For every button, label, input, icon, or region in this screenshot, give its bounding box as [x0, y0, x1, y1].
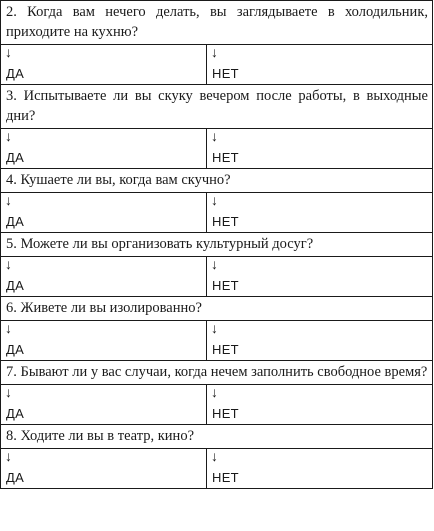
- answer-yes-label: ДА: [6, 278, 25, 293]
- answer-row: [1, 45, 433, 85]
- answer-no-cell[interactable]: [207, 129, 433, 169]
- questionnaire-body: [1, 1, 433, 489]
- answer-no-label: НЕТ: [212, 470, 239, 485]
- answer-row: [1, 129, 433, 169]
- question-text: 8. Ходите ли вы в театр, кино?: [1, 425, 433, 449]
- answer-no-cell[interactable]: [207, 385, 433, 425]
- answer-yes-label: ДА: [6, 150, 25, 165]
- down-arrow-icon: ↓: [211, 130, 218, 145]
- answer-yes-cell[interactable]: [1, 45, 207, 85]
- answer-no-label: НЕТ: [212, 342, 239, 357]
- question-text: 6. Живете ли вы изолированно?: [1, 297, 433, 321]
- down-arrow-icon: ↓: [211, 450, 218, 465]
- answer-no-cell[interactable]: [207, 257, 433, 297]
- answer-row: [1, 321, 433, 361]
- answer-row: [1, 257, 433, 297]
- question-row: [1, 1, 433, 45]
- answer-yes-cell[interactable]: [1, 193, 207, 233]
- question-row: [1, 425, 433, 449]
- answer-no-label: НЕТ: [212, 278, 239, 293]
- answer-yes-cell[interactable]: [1, 449, 207, 489]
- answer-no-label: НЕТ: [212, 214, 239, 229]
- question-row: [1, 361, 433, 385]
- down-arrow-icon: ↓: [5, 130, 12, 145]
- answer-yes-cell[interactable]: [1, 129, 207, 169]
- answer-row: [1, 385, 433, 425]
- answer-yes-cell[interactable]: [1, 257, 207, 297]
- question-text: 3. Испытываете ли вы скуку вечером после работы, в выходные дни?: [1, 85, 433, 129]
- answer-no-label: НЕТ: [212, 406, 239, 421]
- down-arrow-icon: ↓: [211, 46, 218, 61]
- answer-row: [1, 193, 433, 233]
- question-text: 2. Когда вам нечего делать, вы заглядываете в холодильник, приходите на кухню?: [1, 1, 433, 45]
- question-text: 4. Кушаете ли вы, когда вам скучно?: [1, 169, 433, 193]
- question-row: [1, 233, 433, 257]
- down-arrow-icon: ↓: [5, 194, 12, 209]
- answer-yes-cell[interactable]: [1, 321, 207, 361]
- answer-yes-cell[interactable]: [1, 385, 207, 425]
- answer-no-cell[interactable]: [207, 321, 433, 361]
- answer-yes-label: ДА: [6, 406, 25, 421]
- answer-row: [1, 449, 433, 489]
- question-row: [1, 297, 433, 321]
- answer-yes-label: ДА: [6, 470, 25, 485]
- down-arrow-icon: ↓: [5, 46, 12, 61]
- down-arrow-icon: ↓: [211, 322, 218, 337]
- question-text: 7. Бывают ли у вас случаи, когда нечем заполнить свободное время?: [1, 361, 433, 385]
- answer-yes-label: ДА: [6, 214, 25, 229]
- answer-no-label: НЕТ: [212, 150, 239, 165]
- answer-yes-label: ДА: [6, 342, 25, 357]
- answer-no-cell[interactable]: [207, 45, 433, 85]
- answer-no-label: НЕТ: [212, 66, 239, 81]
- question-row: [1, 169, 433, 193]
- question-row: [1, 85, 433, 129]
- answer-yes-label: ДА: [6, 66, 25, 81]
- down-arrow-icon: ↓: [5, 386, 12, 401]
- down-arrow-icon: ↓: [5, 322, 12, 337]
- answer-no-cell[interactable]: [207, 449, 433, 489]
- down-arrow-icon: ↓: [5, 450, 12, 465]
- answer-no-cell[interactable]: [207, 193, 433, 233]
- down-arrow-icon: ↓: [211, 258, 218, 273]
- question-text: 5. Можете ли вы организовать культурный досуг?: [1, 233, 433, 257]
- down-arrow-icon: ↓: [211, 194, 218, 209]
- down-arrow-icon: ↓: [211, 386, 218, 401]
- down-arrow-icon: ↓: [5, 258, 12, 273]
